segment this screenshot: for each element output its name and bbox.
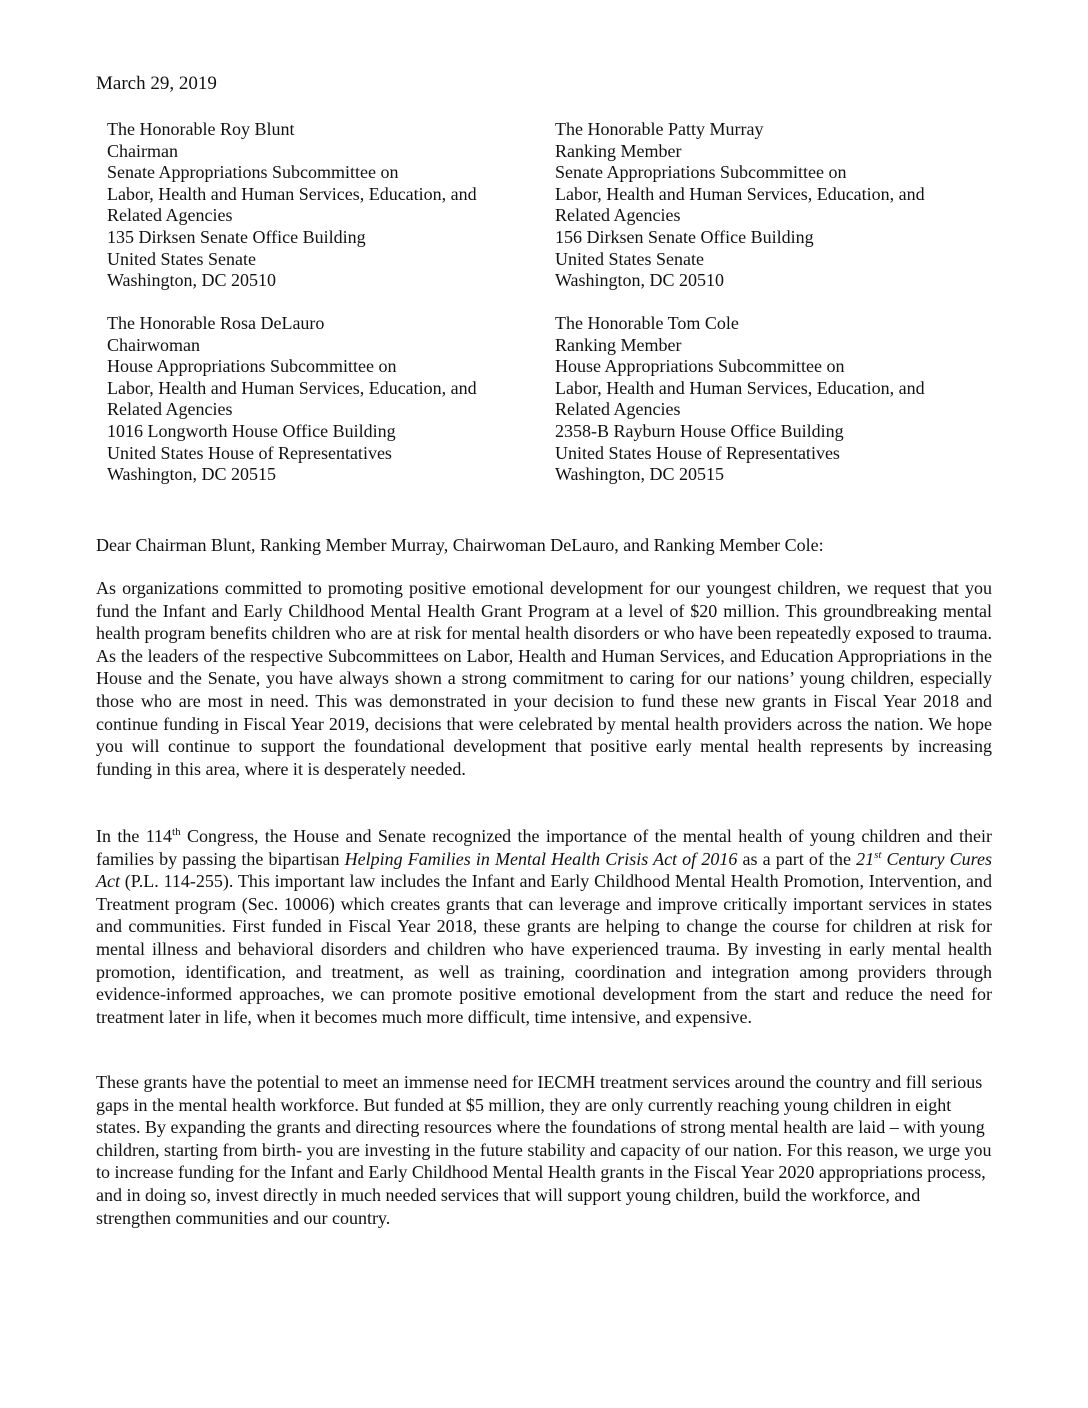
recipient-office: 156 Dirksen Senate Office Building bbox=[555, 226, 814, 247]
recipient-committee: Labor, Health and Human Services, Education, and bbox=[555, 183, 925, 204]
recipient-committee: Senate Appropriations Subcommittee on bbox=[107, 162, 399, 183]
recipient-title: Chairwoman bbox=[107, 334, 200, 355]
paragraph-text: as a part of the bbox=[737, 848, 857, 869]
recipient-committee: Related Agencies bbox=[555, 399, 681, 420]
paragraph-text: Congress, the House and Senate recognized the importance of the mental health of young children and their families by passing the bipartisan bbox=[96, 826, 992, 869]
recipient-committee: Labor, Health and Human Services, Education, and bbox=[555, 377, 925, 398]
recipient-chamber: United States House of Representatives bbox=[107, 442, 392, 463]
paragraph-funding-need: These grants have the potential to meet an immense need for IECMH treatment services around the country and fill serious gaps in the mental health workforce. But funded at $5 million, they are only currently reaching young children in eight states. By expanding the grants and directing resources where the foundations of strong mental health are laid – with young children, starting from birth- you are investing in the future stability and capacity of our nation. For this reason, we urge you to increase funding for the Infant and Early Childhood Mental Health grants in the Fiscal Year 2020 appropriations process, and in doing so, invest directly in much needed services that will support young children, build the workforce, and strengthen communities and our country. bbox=[96, 1072, 992, 1228]
recipient-office: 2358-B Rayburn House Office Building bbox=[555, 420, 844, 441]
recipient-city: Washington, DC 20515 bbox=[107, 464, 277, 485]
recipient-cole bbox=[555, 313, 925, 486]
recipient-chamber: United States Senate bbox=[107, 248, 256, 269]
recipient-committee: House Appropriations Subcommittee on bbox=[555, 356, 845, 377]
act-title-rest: Century Cures Act bbox=[96, 848, 993, 892]
recipient-committee: Related Agencies bbox=[555, 205, 681, 226]
paragraph-request: As organizations committed to promoting positive emotional development for our youngest children, we request that you fund the Infant and Early Childhood Mental Health Grant Program at a level of $20 million. This groundbreaking mental health program benefits children who are at risk for mental health disorders or who have been repeatedly exposed to trauma. As the leaders of the respective Subcommittees on Labor, Health and Human Services, and Education Appropriations in the House and the Senate, you have always shown a strong commitment to caring for our nations’ young children, especially those who are most in need. This was demonstrated in your decision to fund these new grants in Fiscal Year 2018 and continue funding in Fiscal Year 2019, decisions that were celebrated by mental health providers across the nation. We hope you will continue to support the foundational development that positive early mental health represents by increasing funding in this area, where it is desperately needed. bbox=[96, 578, 992, 779]
superscript: th bbox=[172, 826, 181, 838]
recipient-city: Washington, DC 20510 bbox=[107, 270, 277, 291]
paragraph-legislation bbox=[96, 825, 992, 1028]
recipient-committee: House Appropriations Subcommittee on bbox=[107, 356, 397, 377]
letter-date: March 29, 2019 bbox=[96, 73, 217, 94]
recipient-blunt bbox=[107, 119, 477, 292]
recipient-committee: Senate Appropriations Subcommittee on bbox=[555, 162, 847, 183]
act-title-number: 21 bbox=[856, 848, 875, 869]
recipient-chamber: United States Senate bbox=[555, 248, 704, 269]
recipient-office: 135 Dirksen Senate Office Building bbox=[107, 226, 366, 247]
recipient-city: Washington, DC 20510 bbox=[555, 270, 725, 291]
recipient-office: 1016 Longworth House Office Building bbox=[107, 420, 396, 441]
paragraph-text: (P.L. 114-255). This important law includes the Infant and Early Childhood Mental Health Promotion, Intervention, and Treatment program (Sec. 10006) which creates grants that can leverage and improve critically important services in states and communities. First funded in Fiscal Year 2018, these grants are helping to change the course for children at risk for mental illness and behavioral disorders and children who have experienced trauma. By investing in early mental health promotion, identification, and treatment, as well as training, coordination and integration among providers through evidence-informed approaches, we can promote positive emotional development from the start and reduce the need for treatment later in life, when it becomes much more difficult, time intensive, and expensive. bbox=[96, 871, 992, 1027]
recipient-city: Washington, DC 20515 bbox=[555, 464, 725, 485]
recipient-name: The Honorable Roy Blunt bbox=[107, 119, 295, 139]
recipient-title: Chairman bbox=[107, 140, 178, 161]
recipient-title: Ranking Member bbox=[555, 140, 682, 161]
act-title: Helping Families in Mental Health Crisis Act of 2016 bbox=[344, 848, 738, 869]
recipient-committee: Labor, Health and Human Services, Education, and bbox=[107, 183, 477, 204]
recipient-murray bbox=[555, 119, 925, 292]
recipient-chamber: United States House of Representatives bbox=[555, 442, 840, 463]
recipient-committee: Labor, Health and Human Services, Education, and bbox=[107, 377, 477, 398]
recipient-committee: Related Agencies bbox=[107, 399, 233, 420]
recipient-committee: Related Agencies bbox=[107, 205, 233, 226]
recipient-delauro bbox=[107, 313, 477, 486]
recipient-title: Ranking Member bbox=[555, 334, 682, 355]
superscript: st bbox=[874, 848, 882, 861]
salutation: Dear Chairman Blunt, Ranking Member Murray, Chairwoman DeLauro, and Ranking Member Cole: bbox=[96, 535, 824, 555]
recipient-name: The Honorable Rosa DeLauro bbox=[107, 313, 325, 333]
recipient-name: The Honorable Patty Murray bbox=[555, 119, 764, 139]
recipient-name: The Honorable Tom Cole bbox=[555, 313, 739, 333]
paragraph-text: In the 114 bbox=[96, 826, 173, 846]
